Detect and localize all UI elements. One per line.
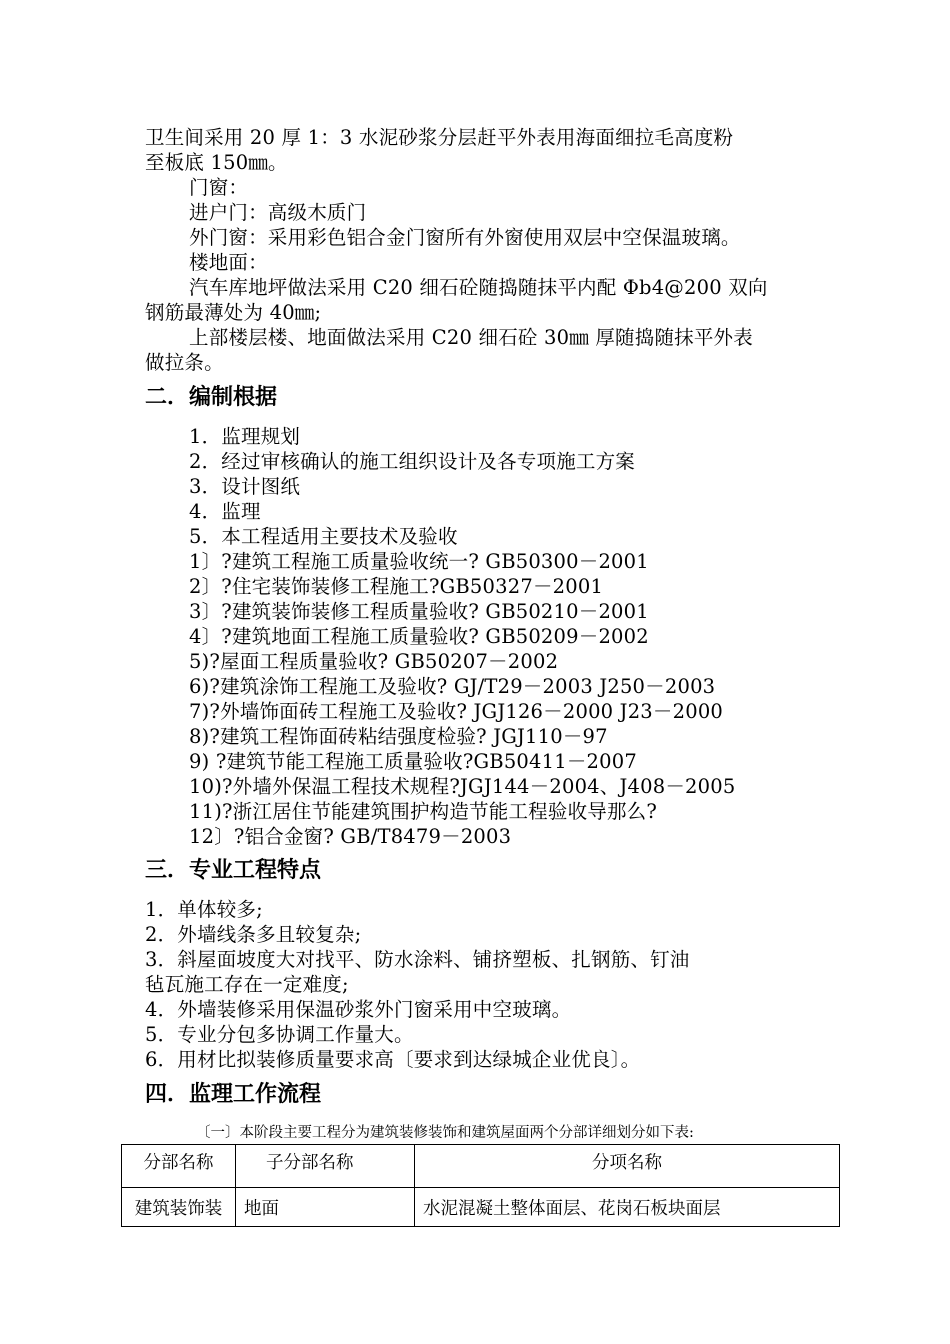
list-item: 3．设计图纸	[189, 475, 301, 498]
list-item: 4．监理	[189, 500, 261, 523]
list-item: 5．本工程适用主要技术及验收	[189, 525, 458, 548]
list-item: 10)?外墙外保温工程技术规程?JGJ144－2004、J408－2005	[189, 775, 736, 798]
list-item: 2〕?住宅装饰装修工程施工?GB50327－2001	[189, 575, 604, 598]
list-item: 1．单体较多;	[145, 898, 263, 921]
intro-line: 外门窗：采用彩色铝合金门窗所有外窗使用双层中空保温玻璃。	[189, 226, 741, 249]
table-caption: 〔一〕本阶段主要工程分为建筑装修装饰和建筑屋面两个分部详细划分如下表:	[196, 1125, 694, 1141]
table-header-cell: 子分部名称	[236, 1145, 415, 1188]
table-header-cell: 分部名称	[122, 1145, 236, 1188]
list-item: 6)?建筑涂饰工程施工及验收? GJ/T29－2003 J250－2003	[189, 675, 716, 698]
list-item: 2．外墙线条多且较复杂;	[145, 923, 362, 946]
table-cell: 地面	[236, 1188, 415, 1227]
list-item: 4．外墙装修采用保温砂浆外门窗采用中空玻璃。	[145, 998, 572, 1021]
table-header-row	[122, 1145, 840, 1188]
list-item: 6．用材比拟装修质量要求高〔要求到达绿城企业优良〕。	[145, 1048, 641, 1071]
intro-line: 楼地面：	[189, 251, 268, 274]
list-item: 3〕?建筑装饰装修工程质量验收? GB50210－2001	[189, 600, 649, 623]
list-item: 5)?屋面工程质量验收? GB50207－2002	[189, 650, 559, 673]
table-cell: 建筑装饰装	[122, 1188, 236, 1227]
list-item: 7)?外墙饰面砖工程施工及验收? JGJ126－2000 J23－2000	[189, 700, 724, 723]
section-heading: 二．编制根据	[145, 385, 278, 410]
section-heading: 三．专业工程特点	[145, 858, 322, 883]
table-row	[122, 1188, 840, 1227]
intro-line: 进户门：高级木质门	[189, 201, 367, 224]
list-item: 9) ?建筑节能工程施工质量验收?GB50411－2007	[189, 750, 637, 773]
list-item: 12〕?铝合金窗? GB/T8479－2003	[189, 825, 512, 848]
list-item: 3．斜屋面坡度大对找平、防水涂料、铺挤塑板、扎钢筋、钉油	[145, 948, 690, 971]
list-item: 11)?浙江居住节能建筑围护构造节能工程验收导那么?	[189, 800, 658, 823]
list-item: 1〕?建筑工程施工质量验收统一? GB50300－2001	[189, 550, 649, 573]
table-cell: 水泥混凝土整体面层、花岗石板块面层	[415, 1188, 840, 1227]
intro-line: 做拉条。	[145, 351, 224, 374]
intro-line: 钢筋最薄处为 40㎜;	[145, 301, 322, 324]
intro-line: 上部楼层楼、地面做法采用 C20 细石砼 30㎜ 厚随捣随抹平外表	[189, 326, 753, 349]
list-item: 2．经过审核确认的施工组织设计及各专项施工方案	[189, 450, 636, 473]
list-item: 8)?建筑工程饰面砖粘结强度检验? JGJ110－97	[189, 725, 608, 748]
list-item: 5．专业分包多协调工作量大。	[145, 1023, 414, 1046]
intro-line: 至板底 150㎜。	[145, 151, 288, 174]
section-heading: 四．监理工作流程	[145, 1082, 322, 1107]
list-item: 1．监理规划	[189, 425, 301, 448]
intro-line: 汽车库地坪做法采用 C20 细石砼随捣随抹平内配 Φb4@200 双向	[189, 276, 768, 299]
work-division-table	[121, 1144, 840, 1227]
intro-line: 门窗：	[189, 176, 249, 199]
list-item: 4〕?建筑地面工程施工质量验收? GB50209－2002	[189, 625, 649, 648]
intro-line: 卫生间采用 20 厚 1：3 水泥砂浆分层赶平外表用海面细拉毛高度粉	[145, 126, 734, 149]
list-item: 毡瓦施工存在一定难度;	[145, 973, 349, 996]
table-header-cell: 分项名称	[415, 1145, 840, 1188]
